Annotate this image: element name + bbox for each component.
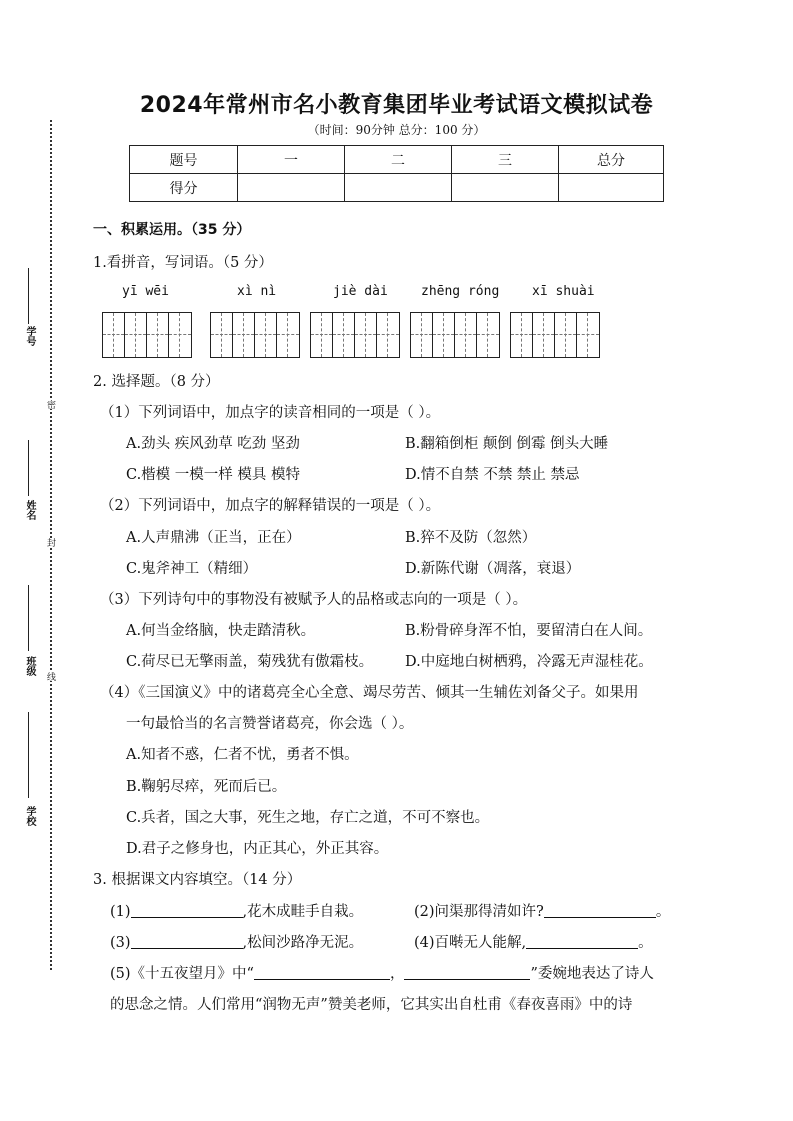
exam-subtitle: （时间：90分钟 总分：100 分）	[307, 123, 486, 137]
q2-2-option-d[interactable]: D.新陈代谢（凋落，衰退）	[405, 561, 581, 577]
q2-4-option-d[interactable]: D.君子之修身也，内正其心，外正其容。	[126, 841, 389, 857]
q2-1-option-d[interactable]: D.情不自禁 不禁 禁止 禁忌	[405, 467, 580, 483]
fill-2-number: (2)	[414, 904, 435, 920]
fill-1-number: (1)	[110, 904, 131, 920]
fill-4-blank[interactable]	[526, 934, 638, 949]
side-mark-xian: 线	[45, 672, 55, 681]
score-header-cell: 一	[238, 146, 345, 174]
q2-2-stem: （2）下列词语中，加点字的解释错误的一项是（ ）。	[100, 498, 441, 514]
q2-3-option-c[interactable]: C.荷尽已无擎雨盖，菊残犹有傲霜枝。	[126, 654, 374, 670]
q3-fill-5	[110, 962, 654, 983]
q2-4-option-b[interactable]: B.鞠躬尽瘁，死而后已。	[126, 779, 287, 795]
score-header-cell: 总分	[559, 146, 664, 174]
side-mark-feng: 封	[45, 538, 55, 547]
score-table	[129, 145, 664, 202]
score-table-row	[130, 174, 664, 202]
name-line	[28, 440, 29, 496]
q3-fill-3	[110, 931, 363, 952]
q2-1-option-b[interactable]: B.翻箱倒柜 颠倒 倒霉 倒头大睡	[405, 436, 609, 452]
q3-fill-4	[414, 931, 653, 952]
fill-3-text: ,松间沙路净无泥。	[242, 935, 364, 951]
q2-3-option-b[interactable]: B.粉骨碎身浑不怕，要留清白在人间。	[405, 623, 653, 639]
fill-5-pre: (5)《十五夜望月》中“	[110, 966, 254, 982]
fill-2-end: 。	[655, 904, 671, 920]
q2-4-option-c[interactable]: C.兵者，国之大事，死生之地，存亡之道，不可不察也。	[126, 810, 490, 826]
char-grid-3[interactable]	[310, 312, 400, 358]
side-label-class: 班级	[24, 656, 35, 676]
score-header-cell: 三	[452, 146, 559, 174]
char-grid-1[interactable]	[102, 312, 192, 358]
exam-title: 2024年常州市名小教育集团毕业考试语文模拟试卷	[139, 93, 654, 118]
pinyin-3: jiè dài	[333, 284, 388, 299]
score-cell[interactable]	[345, 174, 452, 202]
fill-5-post: ”委婉地表达了诗人	[530, 966, 654, 982]
q2-4-stem-line2: 一句最恰当的名言赞誉诸葛亮，你会选（ ）。	[126, 716, 414, 732]
fill-3-number: (3)	[110, 935, 131, 951]
q3-fill-2	[414, 900, 670, 921]
q2-prompt: 2. 选择题。（8 分）	[93, 374, 220, 390]
side-mark-mi: 密	[45, 400, 55, 409]
fill-4-number: (4)	[414, 935, 435, 951]
fill-3-blank[interactable]	[131, 934, 243, 949]
fill-1-text: ,花木成畦手自栽。	[242, 904, 364, 920]
score-table-header-row	[130, 146, 664, 174]
score-row-label: 得分	[130, 174, 238, 202]
side-label-student-id: 学号	[24, 326, 35, 346]
side-label-school: 学校	[24, 806, 35, 826]
q2-3-stem: （3）下列诗句中的事物没有被赋予人的品格或志向的一项是（ ）。	[100, 592, 528, 608]
school-line	[28, 712, 29, 798]
score-cell[interactable]	[559, 174, 664, 202]
q2-1-stem: （1）下列词语中，加点字的读音相同的一项是（ ）。	[100, 405, 441, 421]
q2-4-option-a[interactable]: A.知者不惑，仁者不忧，勇者不惧。	[126, 747, 359, 763]
pinyin-4: zhēng róng	[421, 284, 500, 299]
q2-1-option-a[interactable]: A.劲头 疾风劲草 吃劲 坚劲	[126, 436, 300, 452]
side-label-name: 姓名	[24, 500, 35, 520]
section1-heading: 一、积累运用。（35 分）	[93, 222, 251, 238]
fill-5-blank-b[interactable]	[404, 965, 530, 980]
q2-3-option-d[interactable]: D.中庭地白树栖鸦，冷露无声湿桂花。	[405, 654, 653, 670]
q3-fill-5-line2: 的思念之情。人们常用“润物无声”赞美老师，它其实出自杜甫《春夜喜雨》中的诗	[110, 997, 633, 1013]
q2-2-option-a[interactable]: A.人声鼎沸（正当，正在）	[126, 530, 301, 546]
score-header-cell: 题号	[130, 146, 238, 174]
pinyin-2: xì nì	[237, 284, 277, 299]
score-cell[interactable]	[238, 174, 345, 202]
fill-1-blank[interactable]	[131, 903, 243, 918]
char-grid-2[interactable]	[210, 312, 300, 358]
char-grid-4[interactable]	[410, 312, 500, 358]
char-grid-5[interactable]	[510, 312, 600, 358]
fill-2-blank[interactable]	[544, 903, 656, 918]
fill-4-end: 。	[638, 935, 653, 951]
q3-fill-1	[110, 900, 363, 921]
q3-prompt: 3. 根据课文内容填空。（14 分）	[93, 872, 302, 888]
pinyin-1: yī wēi	[122, 284, 169, 299]
score-cell[interactable]	[452, 174, 559, 202]
student-id-line	[28, 268, 29, 324]
q1-prompt: 1.看拼音，写词语。（5 分）	[93, 255, 273, 271]
fill-5-blank-a[interactable]	[254, 965, 390, 980]
class-line	[28, 585, 29, 651]
q2-2-option-c[interactable]: C.鬼斧神工（精细）	[126, 561, 258, 577]
pinyin-5: xī shuài	[532, 284, 595, 299]
q2-3-option-a[interactable]: A.何当金络脑，快走踏清秋。	[126, 623, 316, 639]
fill-5-mid: ，	[389, 966, 405, 982]
fill-2-text: 问渠那得清如许?	[434, 904, 544, 920]
q2-4-stem-line1: （4）《三国演义》中的诸葛亮全心全意、竭尽劳苦、倾其一生辅佐刘备父子。如果用	[100, 685, 639, 701]
score-header-cell: 二	[345, 146, 452, 174]
fill-4-text: 百啭无人能解,	[434, 935, 527, 951]
q2-1-option-c[interactable]: C.楷模 一模一样 模具 模特	[126, 467, 301, 483]
q2-2-option-b[interactable]: B.猝不及防（忽然）	[405, 530, 537, 546]
